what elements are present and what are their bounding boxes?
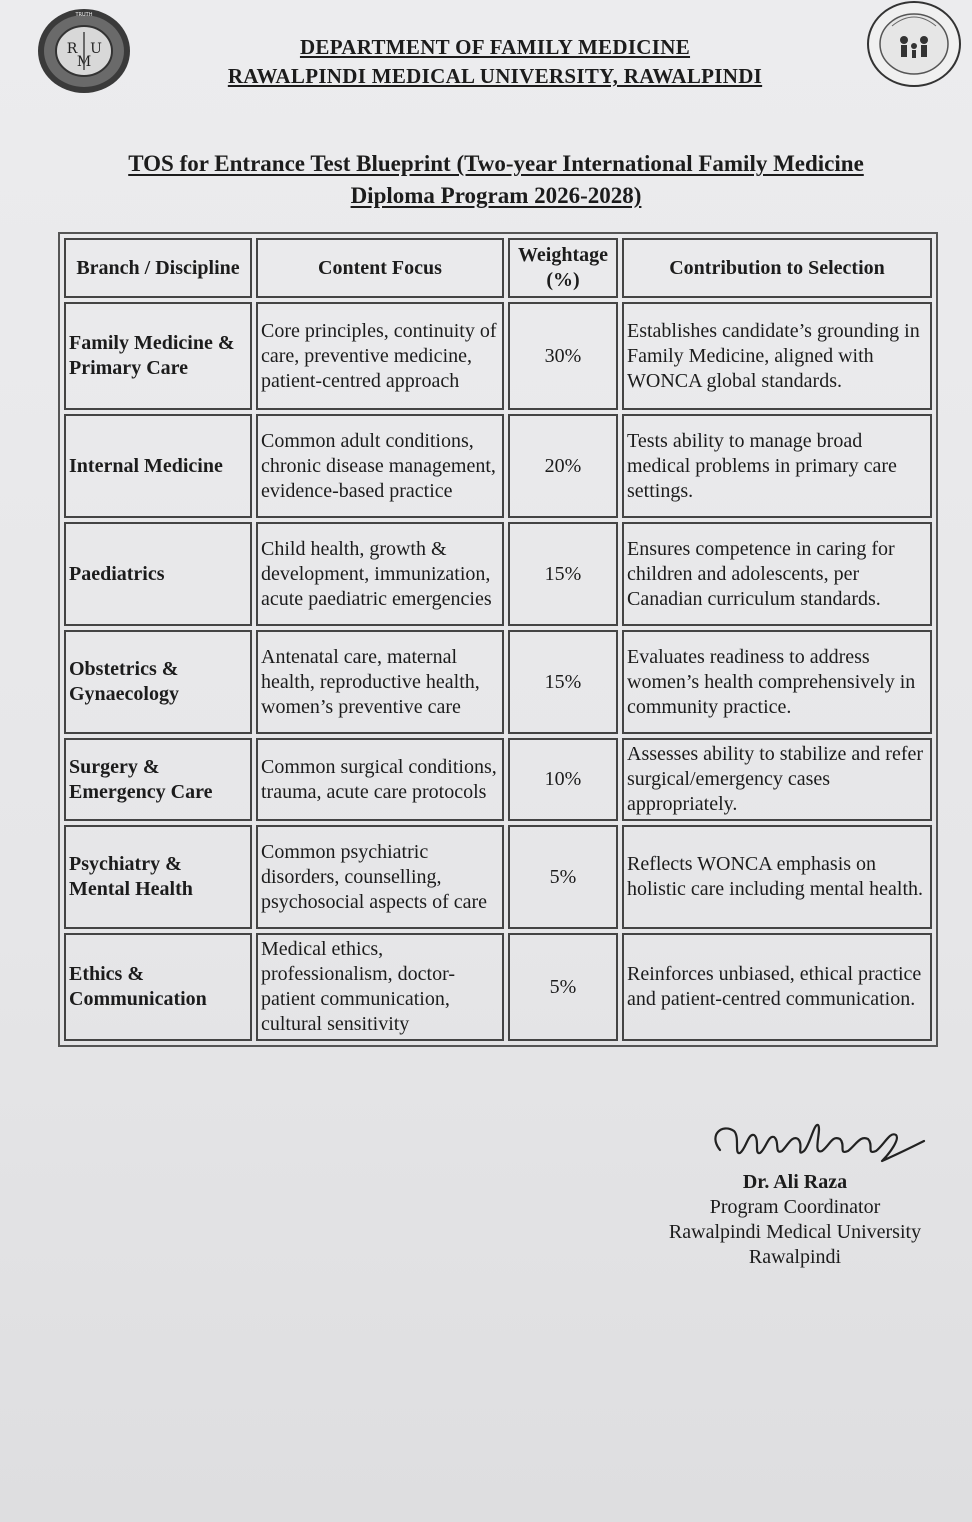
university-name: RAWALPINDI MEDICAL UNIVERSITY, RAWALPINDI: [227, 64, 763, 88]
branch-cell: Internal Medicine: [64, 414, 252, 518]
branch-cell: Paediatrics: [64, 522, 252, 626]
table-row: [64, 825, 932, 929]
focus-cell: Common adult conditions, chronic disease management, evidence-based practice: [256, 414, 504, 518]
title-line-2: Diploma Program 2026-2028): [350, 183, 642, 208]
signatory-institution: Rawalpindi Medical University: [668, 1221, 922, 1243]
contribution-cell: Assesses ability to stabilize and refer surgical/emergency cases appropriately.: [622, 738, 932, 821]
table-header-row: [64, 238, 932, 298]
focus-cell: Medical ethics, professionalism, doctor-patient communication, cultural sensitivity: [256, 933, 504, 1041]
table-row: [64, 738, 932, 821]
contribution-cell: Tests ability to manage broad medical problems in primary care settings.: [622, 414, 932, 518]
branch-cell: Surgery & Emergency Care: [64, 738, 252, 821]
document-title: [40, 148, 952, 212]
signatory-block: [640, 1170, 950, 1270]
contribution-cell: Evaluates readiness to address women’s health comprehensively in community practice.: [622, 630, 932, 734]
focus-cell: Core principles, continuity of care, preventive medicine, patient-centred approach: [256, 302, 504, 410]
contribution-cell: Establishes candidate’s grounding in Family Medicine, aligned with WONCA global standards.: [622, 302, 932, 410]
focus-cell: Child health, growth & development, immunization, acute paediatric emergencies: [256, 522, 504, 626]
table-row: [64, 630, 932, 734]
focus-cell: Antenatal care, maternal health, reproductive health, women’s preventive care: [256, 630, 504, 734]
svg-text:M: M: [76, 54, 92, 70]
title-line-1: TOS for Entrance Test Blueprint (Two-year International Family Medicine: [128, 151, 864, 176]
rmu-seal-icon: [34, 6, 134, 96]
weight-cell: 15%: [508, 522, 618, 626]
header-weightage: Weightage (%): [508, 238, 618, 298]
signatory-role: Program Coordinator: [709, 1196, 881, 1218]
signatory-name: Dr. Ali Raza: [742, 1171, 848, 1193]
header-content-focus: Content Focus: [256, 238, 504, 298]
focus-cell: Common surgical conditions, trauma, acute care protocols: [256, 738, 504, 821]
svg-text:TRUTH: TRUTH: [75, 12, 93, 18]
weight-cell: 20%: [508, 414, 618, 518]
contribution-cell: Reinforces unbiased, ethical practice and patient-centred communication.: [622, 933, 932, 1041]
branch-cell: Obstetrics & Gynaecology: [64, 630, 252, 734]
signatory-city: Rawalpindi: [748, 1246, 842, 1268]
header-branch: Branch / Discipline: [64, 238, 252, 298]
branch-cell: Psychiatry & Mental Health: [64, 825, 252, 929]
branch-cell: Family Medicine & Primary Care: [64, 302, 252, 410]
table-row: [64, 302, 932, 410]
tos-table: [58, 232, 938, 1047]
family-medicine-seal-icon: [862, 0, 966, 90]
weight-cell: 5%: [508, 825, 618, 929]
weight-cell: 10%: [508, 738, 618, 821]
header-contribution: Contribution to Selection: [622, 238, 932, 298]
svg-text:U: U: [90, 41, 102, 57]
weight-cell: 5%: [508, 933, 618, 1041]
letterhead: [150, 33, 840, 91]
branch-cell: Ethics & Communication: [64, 933, 252, 1041]
weight-cell: 30%: [508, 302, 618, 410]
table-row: [64, 414, 932, 518]
department-name: DEPARTMENT OF FAMILY MEDICINE: [299, 35, 691, 59]
weight-cell: 15%: [508, 630, 618, 734]
contribution-cell: Reflects WONCA emphasis on holistic care including mental health.: [622, 825, 932, 929]
table-row: [64, 933, 932, 1041]
handwritten-signature-icon: [700, 1105, 930, 1175]
svg-text:R: R: [66, 41, 78, 57]
focus-cell: Common psychiatric disorders, counselling, psychosocial aspects of care: [256, 825, 504, 929]
table-row: [64, 522, 932, 626]
contribution-cell: Ensures competence in caring for children and adolescents, per Canadian curriculum standards.: [622, 522, 932, 626]
